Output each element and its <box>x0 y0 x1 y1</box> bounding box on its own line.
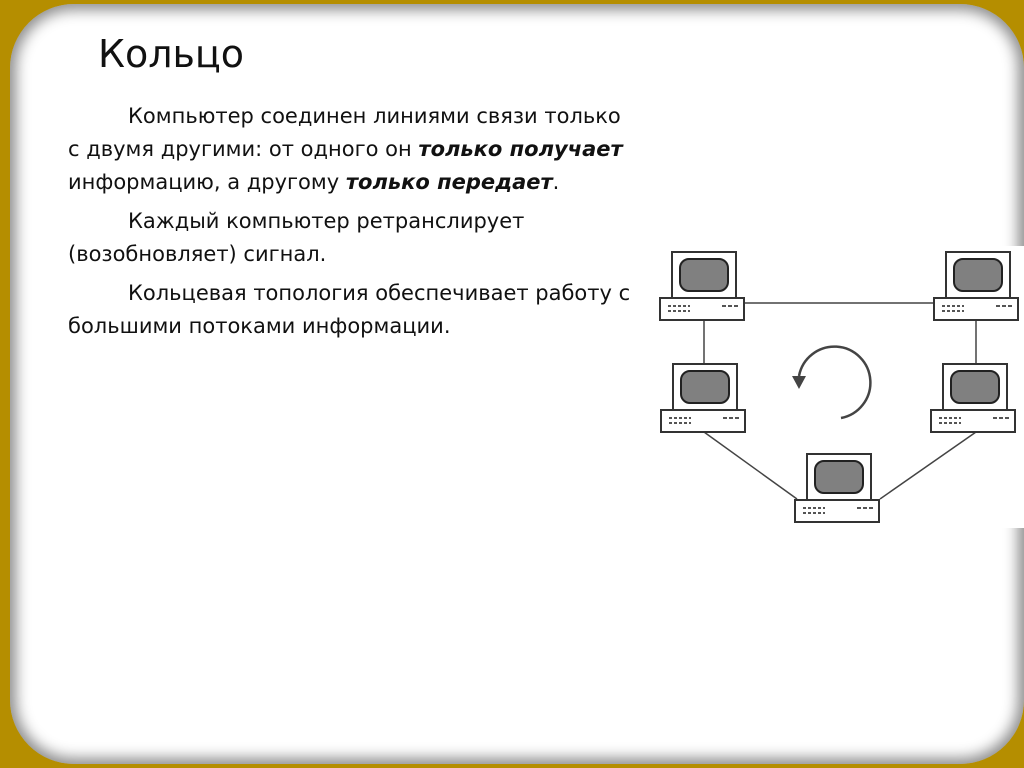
computer-top-left <box>660 252 744 320</box>
emphasis-transmits: только передает <box>345 170 553 194</box>
computer-middle-left <box>661 364 745 432</box>
link-bottom-left <box>704 432 797 499</box>
paragraph-2: Каждый компьютер ретранслирует (возобновляет) сигнал. <box>68 209 525 266</box>
computer-top-right <box>934 252 1018 320</box>
paragraph-1 <box>68 100 638 199</box>
ring-topology-svg <box>640 246 1024 528</box>
paragraph-1-part-3: . <box>552 170 560 194</box>
computer-middle-right <box>931 364 1015 432</box>
ring-topology-diagram <box>640 246 1024 528</box>
link-bottom-right <box>880 432 976 499</box>
paragraph-3: Кольцевая топология обеспечивает работу с большими потоками информации. <box>68 281 631 338</box>
paragraph-1-part-2: информацию, а другому <box>68 170 346 194</box>
slide-body <box>68 100 638 349</box>
computer-bottom-center <box>795 454 879 522</box>
slide-title: Кольцо <box>98 32 245 76</box>
rotation-arrow-icon <box>792 347 870 418</box>
emphasis-receives: только получает <box>418 137 623 161</box>
paragraph-1-part-1: Компьютер соединен линиями связи только с двумя другими: от одного он <box>68 104 621 161</box>
